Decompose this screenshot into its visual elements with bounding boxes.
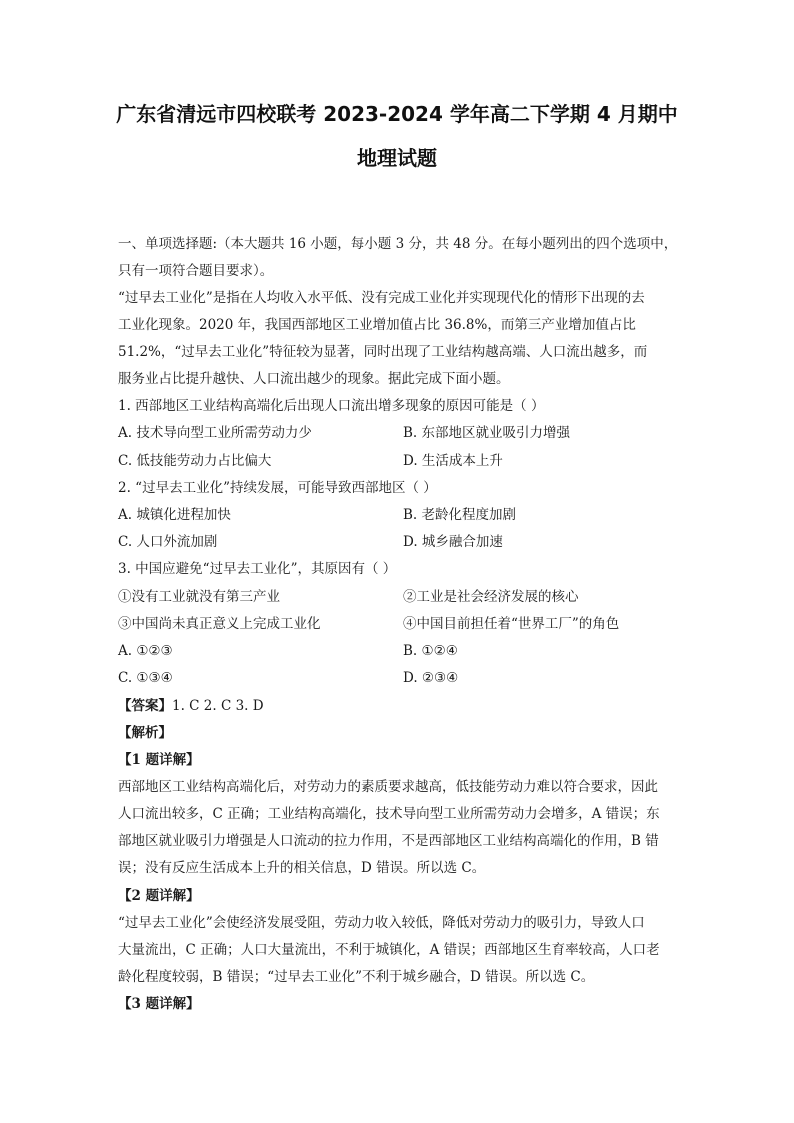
- detail-2-line-2: 大量流出，C 正确；人口大量流出，不利于城镇化，A 错误；西部地区生育率较高，人口老: [118, 942, 660, 958]
- question-2-option-c: C. 人口外流加剧: [118, 534, 218, 550]
- passage-line-4: 服务业占比提升越快、人口流出越少的现象。据此完成下面小题。: [118, 371, 510, 387]
- question-2-stem: 2. “过早去工业化”持续发展，可能导致西部地区（ ）: [118, 480, 437, 496]
- question-3-option-a: A. ①②③: [118, 643, 173, 659]
- question-1-option-a: A. 技术导向型工业所需劳动力少: [118, 425, 312, 441]
- passage-line-3: 51.2%，“过早去工业化”特征较为显著，同时出现了工业结构越高端、人口流出越多，而: [118, 344, 648, 360]
- section-intro-line-2: 只有一项符合题目要求）。: [118, 263, 274, 279]
- question-3-option-d: D. ②③④: [403, 670, 459, 686]
- question-1-stem: 1. 西部地区工业结构高端化后出现人口流出增多现象的原因可能是（ ）: [118, 398, 545, 414]
- answer-label: 【答案】: [118, 698, 172, 714]
- answer-row: [118, 697, 264, 715]
- title-line-1: 广东省清远市四校联考 2023-2024 学年高二下学期 4 月期中: [116, 102, 678, 126]
- detail-1-label: 【1 题详解】: [118, 752, 200, 768]
- question-2-option-d: D. 城乡融合加速: [403, 534, 503, 550]
- question-3-statement-3: ③中国尚未真正意义上完成工业化: [118, 616, 321, 632]
- question-2-option-b: B. 老龄化程度加剧: [403, 507, 517, 523]
- question-3-option-c: C. ①③④: [118, 670, 173, 686]
- question-3-statement-2: ②工业是社会经济发展的核心: [403, 589, 579, 605]
- detail-1-line-3: 部地区就业吸引力增强是人口流动的拉力作用，不是西部地区工业结构高端化的作用，B 错: [118, 833, 659, 849]
- detail-1-line-2: 人口流出较多，C 正确；工业结构高端化，技术导向型工业所需劳动力会增多，A 错误；东: [118, 806, 660, 822]
- detail-2-label: 【2 题详解】: [118, 888, 200, 904]
- detail-2-line-1: “过早去工业化”会使经济发展受阻，劳动力收入较低，降低对劳动力的吸引力，导致人口: [118, 915, 645, 931]
- section-intro-line-1: 一、单项选择题:（本大题共 16 小题，每小题 3 分，共 48 分。在每小题列出的四个选项中，: [118, 236, 678, 252]
- detail-2-line-3: 龄化程度较弱，B 错误；“过早去工业化”不利于城乡融合，D 错误。所以选 C。: [118, 969, 595, 985]
- question-3-statement-4: ④中国目前担任着“世界工厂”的角色: [403, 616, 620, 632]
- question-3-stem: 3. 中国应避免“过早去工业化”，其原因有（ ）: [118, 561, 397, 577]
- question-1-option-b: B. 东部地区就业吸引力增强: [403, 425, 571, 441]
- title-line-2: 地理试题: [357, 146, 437, 170]
- detail-3-label: 【3 题详解】: [118, 996, 200, 1012]
- passage-line-1: “过早去工业化”是指在人均收入水平低、没有完成工业化并实现现代化的情形下出现的去: [118, 290, 645, 306]
- detail-1-line-1: 西部地区工业结构高端化后，对劳动力的素质要求越高，低技能劳动力难以符合要求，因此: [118, 779, 658, 795]
- analysis-label: 【解析】: [118, 725, 172, 741]
- question-3-option-b: B. ①②④: [403, 643, 458, 659]
- answer-text: 1. C 2. C 3. D: [172, 698, 264, 714]
- question-1-option-d: D. 生活成本上升: [403, 453, 503, 469]
- passage-line-2: 工业化现象。2020 年，我国西部地区工业增加值占比 36.8%，而第三产业增加值占比: [118, 317, 636, 333]
- detail-1-line-4: 误；没有反应生活成本上升的相关信息，D 错误。所以选 C。: [118, 860, 486, 876]
- question-1-option-c: C. 低技能劳动力占比偏大: [118, 453, 272, 469]
- question-3-statement-1: ①没有工业就没有第三产业: [118, 589, 280, 605]
- question-2-option-a: A. 城镇化进程加快: [118, 507, 231, 523]
